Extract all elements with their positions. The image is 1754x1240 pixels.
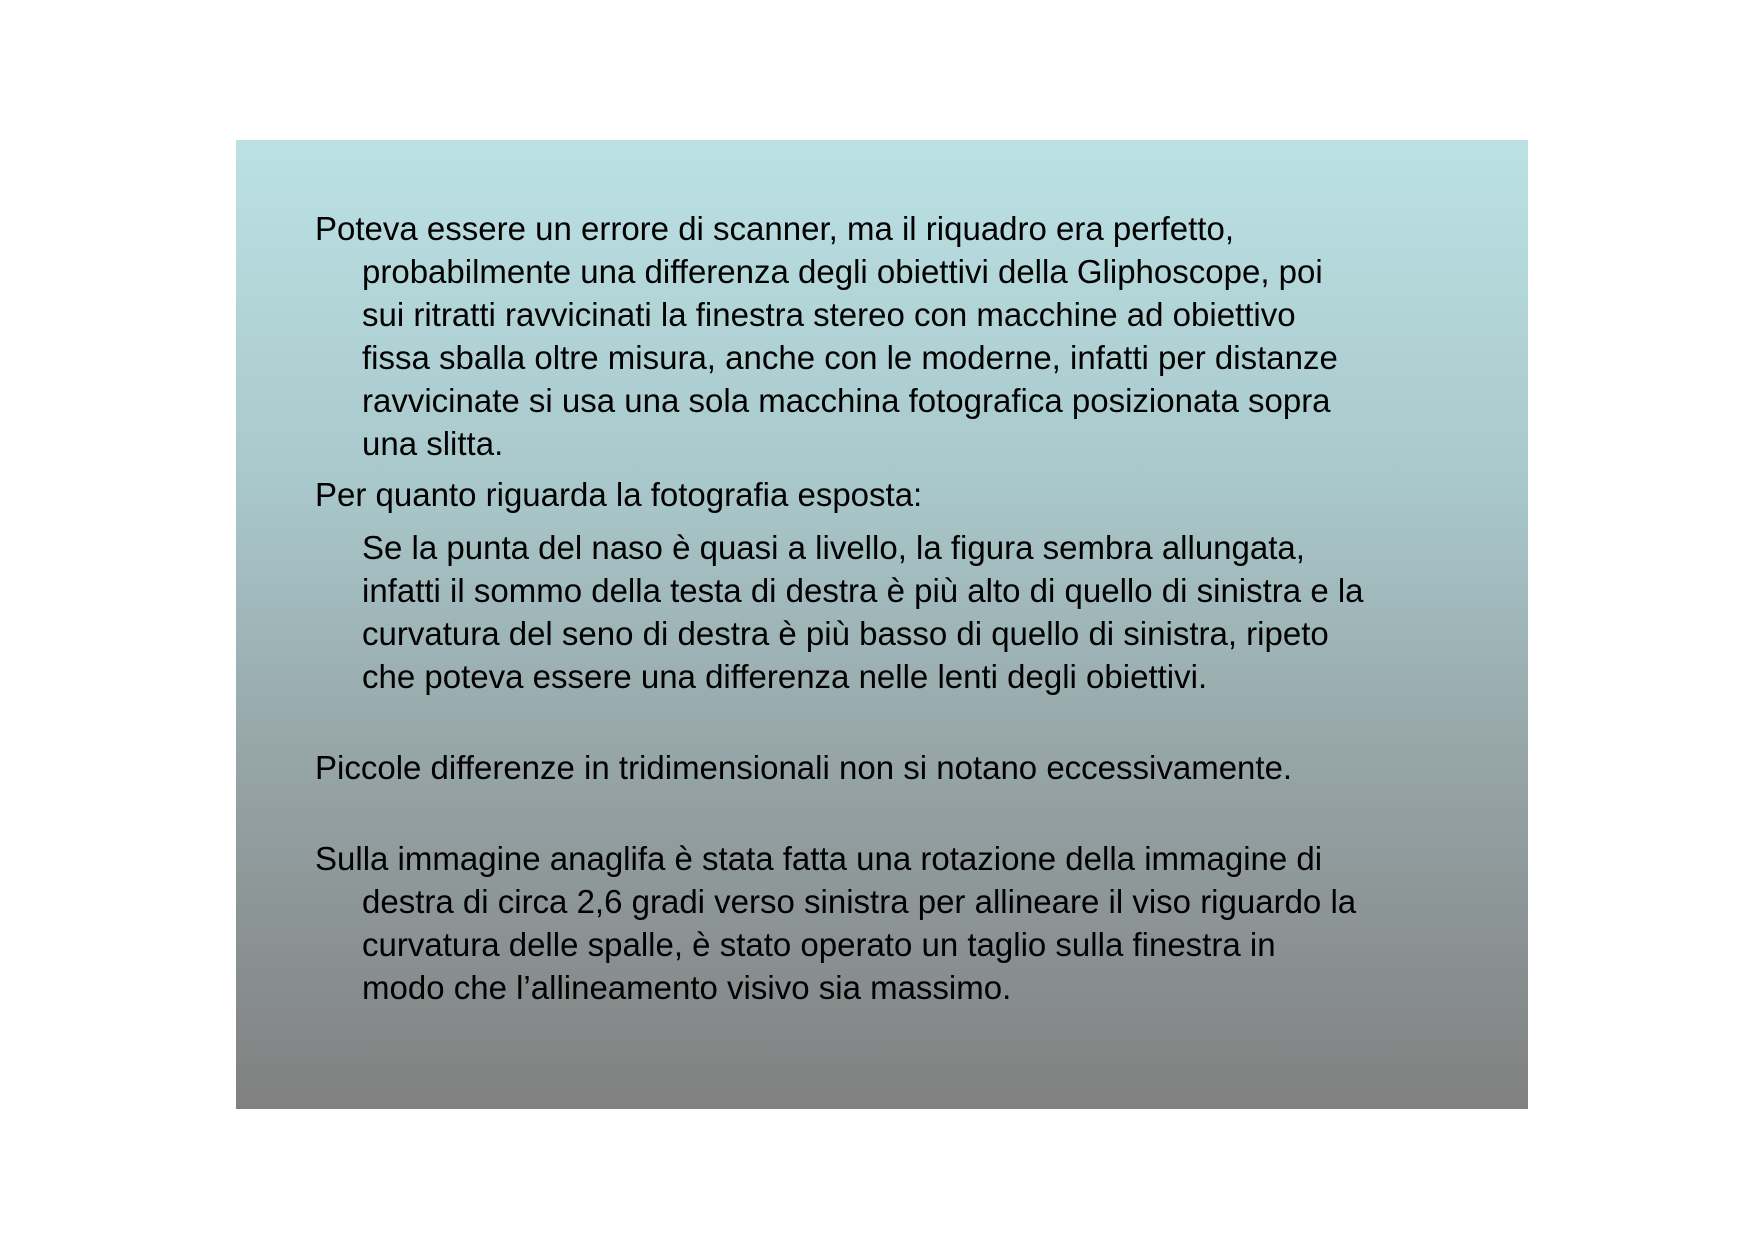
text-line: curvatura del seno di destra è più basso di quello di sinistra, ripeto bbox=[362, 615, 1329, 652]
paragraph-small-differences bbox=[315, 746, 1505, 789]
text-line: modo che l’allineamento visivo sia massimo. bbox=[362, 969, 1012, 1006]
text-line: Piccole differenze in tridimensionali non si notano eccessivamente. bbox=[315, 749, 1293, 786]
text-line: che poteva essere una differenza nelle lenti degli obiettivi. bbox=[362, 658, 1208, 695]
text-line: curvatura delle spalle, è stato operato un taglio sulla finestra in bbox=[362, 926, 1276, 963]
text-line: fissa sballa oltre misura, anche con le moderne, infatti per distanze bbox=[362, 339, 1338, 376]
text-line: sui ritratti ravvicinati la finestra stereo con macchine ad obiettivo bbox=[362, 296, 1296, 333]
text-line: ravvicinate si usa una sola macchina fotografica posizionata sopra bbox=[362, 382, 1331, 419]
paragraph-nose-level bbox=[315, 526, 1505, 698]
paragraph-scanner-error bbox=[315, 207, 1505, 465]
text-line: Poteva essere un errore di scanner, ma il riquadro era perfetto, bbox=[315, 210, 1234, 247]
paragraph-photo-intro bbox=[315, 473, 1505, 516]
slide-panel bbox=[236, 140, 1528, 1109]
text-line: una slitta. bbox=[362, 425, 504, 462]
text-line: probabilmente una differenza degli obiettivi della Gliphoscope, poi bbox=[362, 253, 1323, 290]
text-line: Sulla immagine anaglifa è stata fatta una rotazione della immagine di bbox=[315, 840, 1323, 877]
text-line: infatti il sommo della testa di destra è più alto di quello di sinistra e la bbox=[362, 572, 1364, 609]
paragraph-anaglyph-rotation bbox=[315, 837, 1505, 1009]
text-line: destra di circa 2,6 gradi verso sinistra per allineare il viso riguardo la bbox=[362, 883, 1357, 920]
text-line: Per quanto riguarda la fotografia esposta: bbox=[315, 476, 923, 513]
slide-text-body bbox=[315, 207, 1505, 1009]
text-line: Se la punta del naso è quasi a livello, la figura sembra allungata, bbox=[362, 529, 1305, 566]
